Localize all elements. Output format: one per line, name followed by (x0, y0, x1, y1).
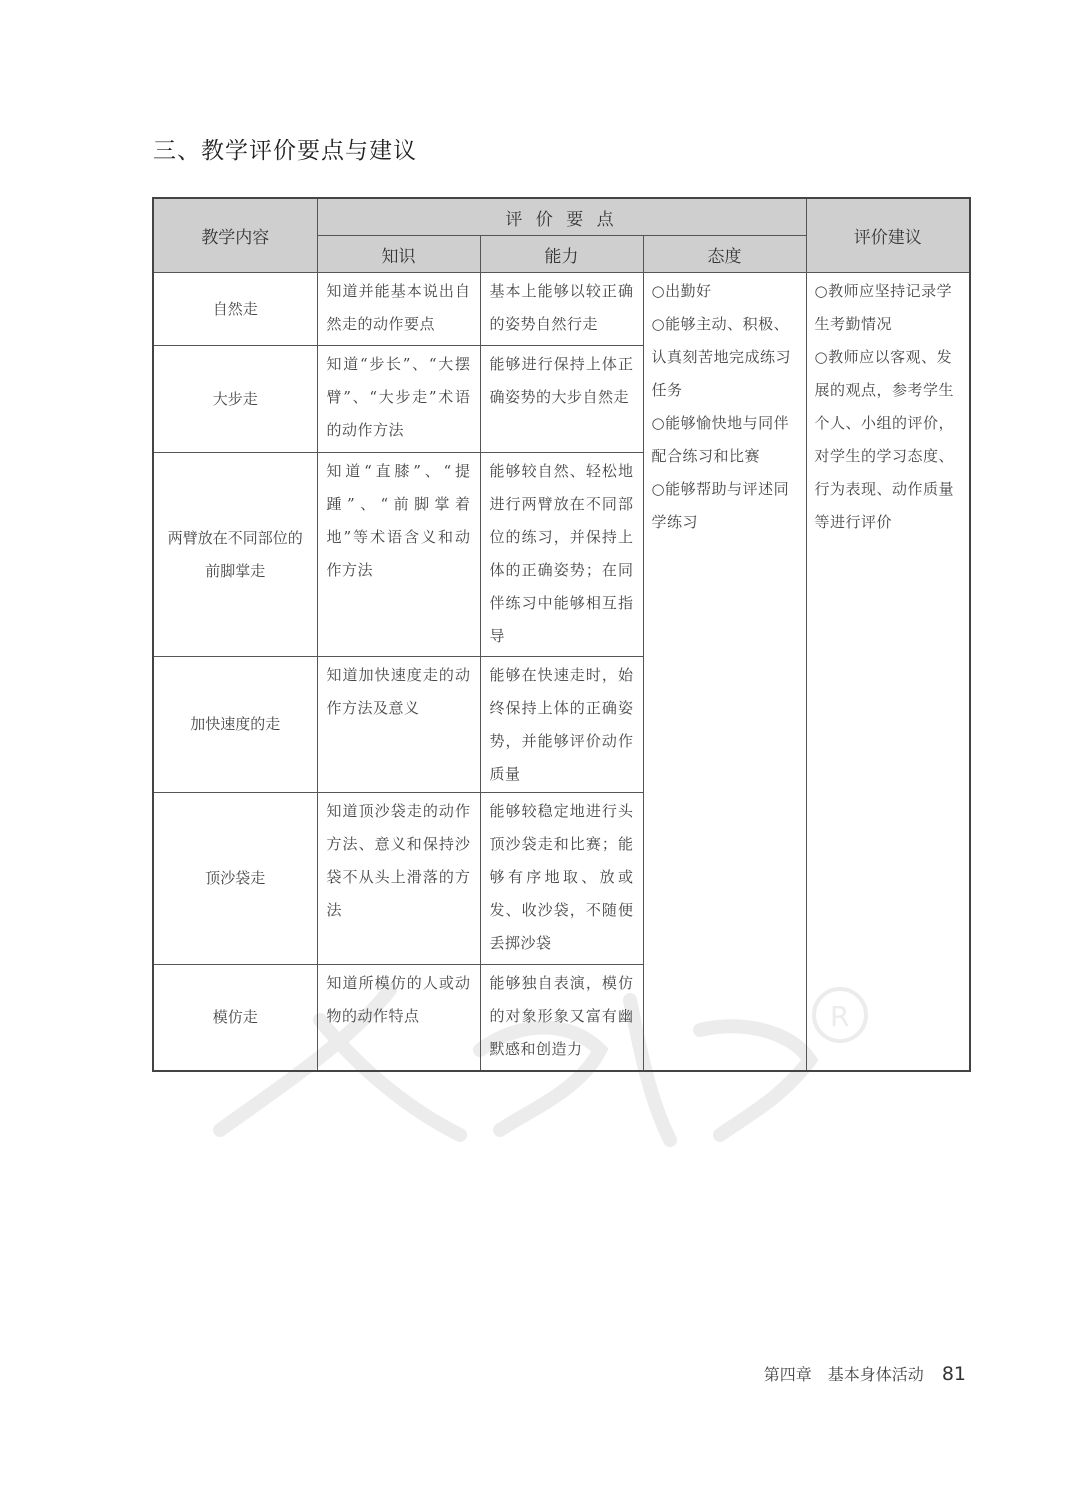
header-content: 教学内容 (153, 198, 317, 273)
row-ability: 能够较稳定地进行头顶沙袋走和比赛；能够有序地取、放或发、收沙袋，不随便丢掷沙袋 (480, 793, 643, 965)
attitude-column (643, 273, 806, 1071)
row-topic: 模仿走 (153, 965, 317, 1071)
row-topic: 自然走 (153, 273, 317, 346)
header-advice: 评价建议 (806, 198, 970, 273)
attitude-item: ○出勤好 (651, 282, 712, 300)
row-knowledge: 知道“直膝”、“提踵”、“前脚掌着地”等术语含义和动作方法 (317, 453, 480, 657)
header-attitude: 态度 (643, 236, 806, 273)
row-topic: 大步走 (153, 346, 317, 453)
row-knowledge: 知道加快速度走的动作方法及意义 (317, 657, 480, 793)
attitude-item: ○能够愉快地与同伴配合练习和比赛 (651, 414, 790, 465)
row-ability: 能够在快速走时，始终保持上体的正确姿势，并能够评价动作质量 (480, 657, 643, 793)
row-knowledge: 知道顶沙袋走的动作方法、意义和保持沙袋不从头上滑落的方法 (317, 793, 480, 965)
attitude-item: ○能够主动、积极、认真刻苦地完成练习任务 (651, 315, 792, 399)
chapter-title: 第四章 基本身体活动 (763, 1365, 924, 1384)
row-ability: 能够进行保持上体正确姿势的大步自然走 (480, 346, 643, 453)
row-topic: 两臂放在不同部位的前脚掌走 (153, 453, 317, 657)
page-footer (764, 1362, 966, 1385)
row-ability: 基本上能够以较正确的姿势自然行走 (480, 273, 643, 346)
row-ability: 能够独自表演，模仿的对象形象又富有幽默感和创造力 (480, 965, 643, 1071)
row-knowledge: 知道“步长”、“大摆臂”、“大步走”术语的动作方法 (317, 346, 480, 453)
header-knowledge: 知识 (317, 236, 480, 273)
header-ability: 能力 (480, 236, 643, 273)
page-number: 81 (941, 1363, 966, 1385)
row-ability: 能够较自然、轻松地进行两臂放在不同部位的练习，并保持上体的正确姿势；在同伴练习中能够相互指导 (480, 453, 643, 657)
row-topic: 顶沙袋走 (153, 793, 317, 965)
svg-text:R: R (830, 1000, 850, 1033)
header-evaluation-points: 评 价 要 点 (317, 198, 806, 236)
row-knowledge: 知道所模仿的人或动物的动作特点 (317, 965, 480, 1071)
advice-item: ○教师应坚持记录学生考勤情况 (814, 282, 953, 333)
advice-item: ○教师应以客观、发展的观点，参考学生个人、小组的评价，对学生的学习态度、行为表现、动作质量等进行评价 (814, 348, 955, 531)
evaluation-table (152, 197, 971, 1072)
table-row (153, 273, 970, 346)
section-title: 三、教学评价要点与建议 (153, 138, 417, 164)
row-knowledge: 知道并能基本说出自然走的动作要点 (317, 273, 480, 346)
attitude-item: ○能够帮助与评述同学练习 (651, 480, 790, 531)
row-topic: 加快速度的走 (153, 657, 317, 793)
advice-column (806, 273, 970, 1071)
